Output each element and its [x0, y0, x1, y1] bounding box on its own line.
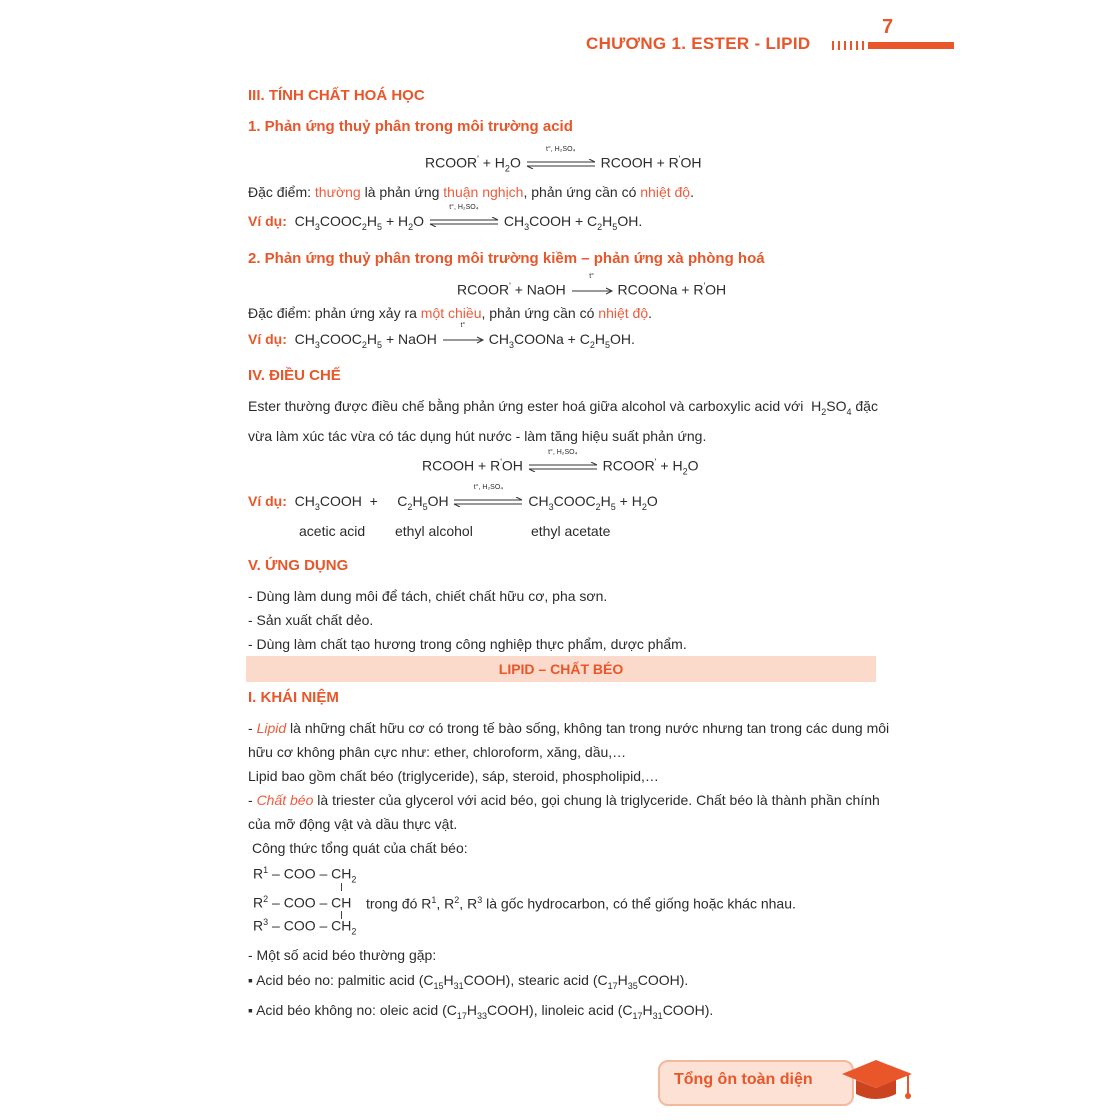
highlight: nhiệt độ [640, 184, 691, 200]
term-highlight: Lipid [256, 720, 287, 736]
text: Đặc điểm: phản ứng xảy ra [248, 305, 421, 321]
text: Đặc điểm: [248, 184, 315, 200]
text: là gốc hydrocarbon, có thể giống hoặc khác nhau. [486, 895, 796, 912]
paragraph: Lipid bao gồm chất béo (triglyceride), sáp, steroid, phospholipid,… [248, 768, 659, 784]
structure-line-2: $R^2$ – COO – CH [253, 894, 352, 911]
text: là triester của glycerol với acid béo, gọi chung là triglyceride. Chất béo là thành phần chính [313, 792, 880, 808]
highlight: thường [314, 184, 361, 200]
footer-badge [658, 1060, 854, 1106]
text: . [648, 305, 653, 321]
subsection-heading: 1. Phản ứng thuỷ phân trong môi trường acid [248, 118, 573, 135]
highlight: nhiệt độ [598, 305, 649, 321]
text: ▪ Acid béo không no: oleic acid [248, 1002, 439, 1018]
paragraph: Công thức tổng quát của chất béo: [252, 840, 468, 856]
text: . [690, 184, 694, 200]
paragraph [248, 720, 889, 736]
reaction-condition: t° [589, 272, 594, 280]
reversible-arrow [525, 145, 597, 169]
paragraph: của mỡ động vật và dầu thực vật. [248, 816, 458, 832]
text: đặc [855, 398, 878, 414]
paragraph: - Một số acid béo thường gặp: [248, 947, 437, 963]
example-line: Ví dụ: $CH_3COOC_2H_5 + H_2O$ t°, H₂SO₄ $CH_3COOH + C_2H_5OH$. [248, 204, 643, 232]
text: , linoleic acid [533, 1002, 614, 1018]
section-heading: III. TÍNH CHẤT HOÁ HỌC [248, 87, 425, 104]
paragraph: vừa làm xúc tác vừa có tác dụng hút nước - làm tăng hiệu suất phản ứng. [248, 428, 707, 444]
reaction-condition: t°, H₂SO₄ [449, 204, 479, 212]
reaction-condition: t°, H₂SO₄ [548, 448, 578, 456]
compound-name: ethyl alcohol [395, 523, 473, 539]
term-highlight: Chất béo [256, 792, 314, 808]
header-tick [856, 41, 858, 50]
text: , stearic acid [510, 972, 589, 988]
highlight: thuận nghịch [443, 184, 524, 200]
characteristic-line [248, 184, 694, 200]
text: là những chất hữu cơ có trong tế bào sống, không tan trong nước nhưng tan trong các dung môi [286, 720, 890, 736]
paragraph: hữu cơ không phân cực như: ether, chloroform, xăng, dầu,… [248, 744, 627, 760]
section-heading: IV. ĐIỀU CHẾ [248, 367, 341, 384]
list-item: - Sản xuất chất dẻo. [248, 612, 374, 628]
subsection-heading: 2. Phản ứng thuỷ phân trong môi trường kiềm – phản ứng xà phòng hoá [248, 250, 765, 267]
equation-saponification: RCOOR' + NaOH t° RCOONa + R'OH [457, 272, 727, 298]
paragraph: Ester thường được điều chế bằng phản ứng ester hoá giữa alcohol và carboxylic acid với $H_2SO_4$ đặc [248, 398, 878, 417]
header-tick [850, 41, 852, 50]
reversible-arrow [428, 204, 500, 227]
reversible-arrow [527, 448, 599, 472]
highlight: một chiều [420, 305, 482, 321]
example-label: Ví dụ: [248, 493, 287, 509]
text: , phản ứng cần có [481, 305, 599, 321]
reaction-condition: t° [460, 322, 466, 330]
header-tick [838, 41, 840, 50]
section-heading: V. ỨNG DỤNG [248, 557, 349, 574]
reversible-arrow [452, 484, 524, 507]
structure-note: trong đó $R^1$, $R^2$, $R^3$ là gốc hydrocarbon, có thể giống hoặc khác nhau. [366, 895, 796, 912]
structure-line-3: $R^3$ – COO – $CH_2$ [253, 917, 357, 937]
page-number: 7 [882, 16, 894, 38]
bond-line [341, 883, 342, 891]
compound-name: ethyl acetate [531, 523, 611, 539]
example-label: Ví dụ: [248, 213, 287, 229]
structure-line-1: $R^1$ – COO – $CH_2$ [253, 865, 357, 885]
list-item: - Dùng làm chất tạo hương trong công nghiệp thực phẩm, dược phẩm. [248, 636, 687, 652]
reaction-condition: t°, H₂SO₄ [473, 484, 504, 492]
forward-arrow [441, 322, 485, 345]
forward-arrow [570, 272, 614, 296]
text: - [248, 720, 257, 736]
example-line: Ví dụ: $CH_3COOH$ + $C_2H_5OH$ t°, H₂SO₄ $CH_3COOC_2H_5 + H_2O$ [248, 484, 658, 512]
fatty-acid-line: ▪ Acid béo no: palmitic acid $(C_{15}H_{31}COOH)$, stearic acid $(C_{17}H_{35}COOH)$. [248, 972, 689, 991]
text: , phản ứng cần có [523, 184, 641, 200]
example-line: Ví dụ: $CH_3COOC_2H_5$ + NaOH t° $CH_3COONa + C_2H_5OH$. [248, 322, 635, 350]
paragraph [248, 792, 880, 808]
header-bar [868, 42, 954, 49]
section-heading: I. KHÁI NIỆM [248, 689, 339, 706]
text: - [248, 792, 257, 808]
fatty-acid-line: ▪ Acid béo không no: oleic acid $(C_{17}H_{33}COOH)$, linoleic acid $(C_{17}H_{31}COOH)$. [248, 1002, 714, 1021]
lipid-band [246, 656, 876, 682]
header-tick [844, 41, 846, 50]
band-title: LIPID – CHẤT BÉO [498, 661, 624, 677]
header-tick [862, 41, 864, 50]
equation-hydrolysis-acid: RCOOR' + $H_2O$ t°, H₂SO₄ RCOOH + R'OH [425, 145, 702, 174]
characteristic-line [248, 305, 652, 321]
text: Ester thường được điều chế bằng phản ứng ester hoá giữa alcohol và carboxylic acid với [248, 398, 804, 414]
reaction-condition: t°, H₂SO₄ [546, 145, 576, 153]
text: trong đó [366, 895, 418, 912]
graduation-cap-icon [838, 1054, 914, 1110]
footer-label: Tổng ôn toàn diện [674, 1071, 813, 1088]
text: ▪ Acid béo no: palmitic acid [248, 972, 415, 988]
compound-name: acetic acid [299, 523, 366, 539]
chapter-title: CHƯƠNG 1. ESTER - LIPID [586, 34, 811, 53]
equation-esterification: RCOOH + R'OH t°, H₂SO₄ RCOOR' + $H_2O$ [422, 448, 699, 477]
example-label: Ví dụ: [248, 331, 287, 347]
header-tick [832, 41, 834, 50]
text: là phản ứng [360, 184, 444, 200]
list-item: - Dùng làm dung môi để tách, chiết chất hữu cơ, pha sơn. [248, 588, 608, 604]
